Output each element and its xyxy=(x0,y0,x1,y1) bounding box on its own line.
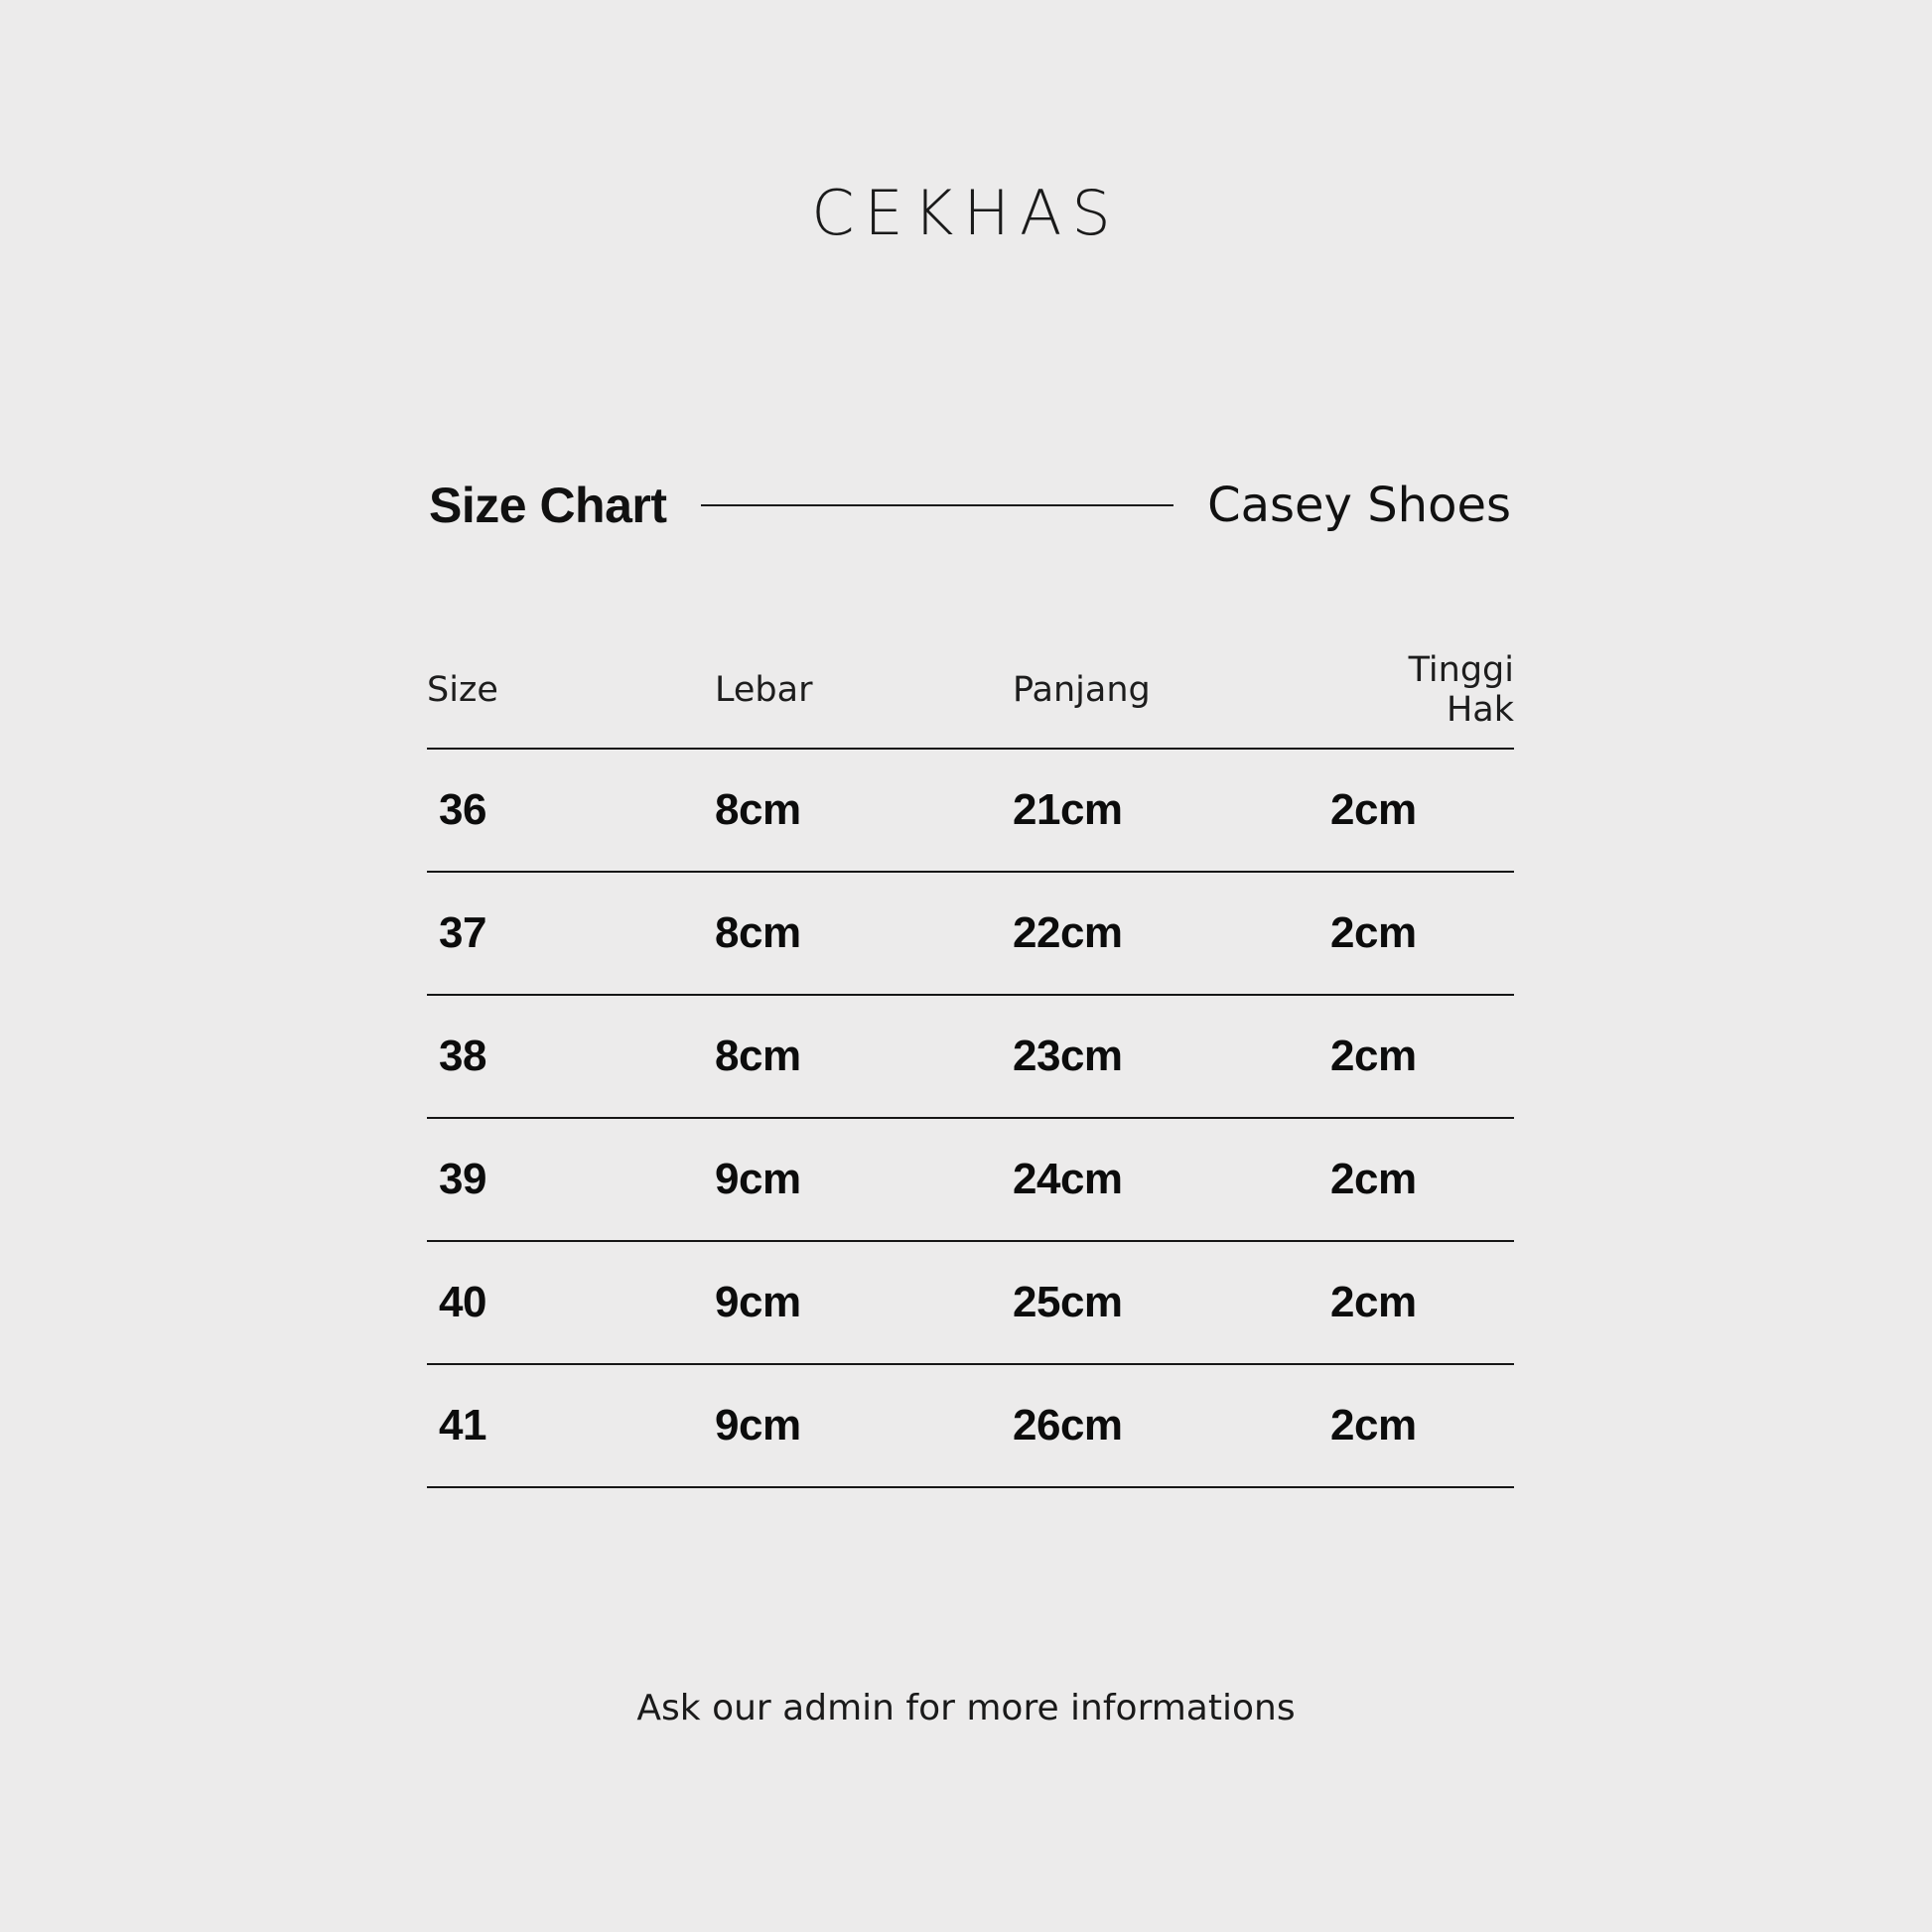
cell-lebar: 8cm xyxy=(715,785,801,834)
cell-size: 36 xyxy=(439,785,486,834)
section-heading xyxy=(429,477,1511,534)
table-header-row xyxy=(427,650,1514,750)
product-name: Casey Shoes xyxy=(1207,478,1511,533)
cell-panjang: 21cm xyxy=(1013,785,1123,834)
cell-lebar: 9cm xyxy=(715,1278,801,1326)
cell-size: 40 xyxy=(439,1278,486,1326)
cell-panjang: 25cm xyxy=(1013,1278,1123,1326)
cell-tinggi-hak: 2cm xyxy=(1330,1278,1417,1326)
cell-size: 38 xyxy=(439,1032,486,1080)
cell-tinggi-hak: 2cm xyxy=(1330,1032,1417,1080)
cell-panjang: 24cm xyxy=(1013,1155,1123,1203)
cell-panjang: 22cm xyxy=(1013,908,1123,957)
cell-tinggi-hak: 2cm xyxy=(1330,1155,1417,1203)
column-header-lebar: Lebar xyxy=(715,670,813,710)
cell-lebar: 8cm xyxy=(715,1032,801,1080)
cell-panjang: 26cm xyxy=(1013,1401,1123,1449)
cell-panjang: 23cm xyxy=(1013,1032,1123,1080)
table-row xyxy=(427,1119,1514,1242)
size-chart-table xyxy=(427,650,1514,1488)
table-row xyxy=(427,1365,1514,1488)
cell-size: 37 xyxy=(439,908,486,957)
column-header-panjang: Panjang xyxy=(1013,670,1151,710)
table-row xyxy=(427,873,1514,996)
table-row xyxy=(427,996,1514,1119)
brand-title: CEKHAS xyxy=(811,177,1121,249)
cell-tinggi-hak: 2cm xyxy=(1330,908,1417,957)
table-row xyxy=(427,1242,1514,1365)
cell-size: 41 xyxy=(439,1401,486,1449)
table-body xyxy=(427,750,1514,1488)
cell-lebar: 9cm xyxy=(715,1401,801,1449)
cell-tinggi-hak: 2cm xyxy=(1330,1401,1417,1449)
table-row xyxy=(427,750,1514,873)
footer-note: Ask our admin for more informations xyxy=(636,1688,1296,1728)
column-header-tinggi-hak: Tinggi Hak xyxy=(1408,650,1514,730)
page-title: Size Chart xyxy=(429,478,667,533)
heading-divider xyxy=(701,504,1174,506)
column-header-size: Size xyxy=(427,670,498,710)
cell-lebar: 9cm xyxy=(715,1155,801,1203)
cell-size: 39 xyxy=(439,1155,486,1203)
cell-tinggi-hak: 2cm xyxy=(1330,785,1417,834)
cell-lebar: 8cm xyxy=(715,908,801,957)
